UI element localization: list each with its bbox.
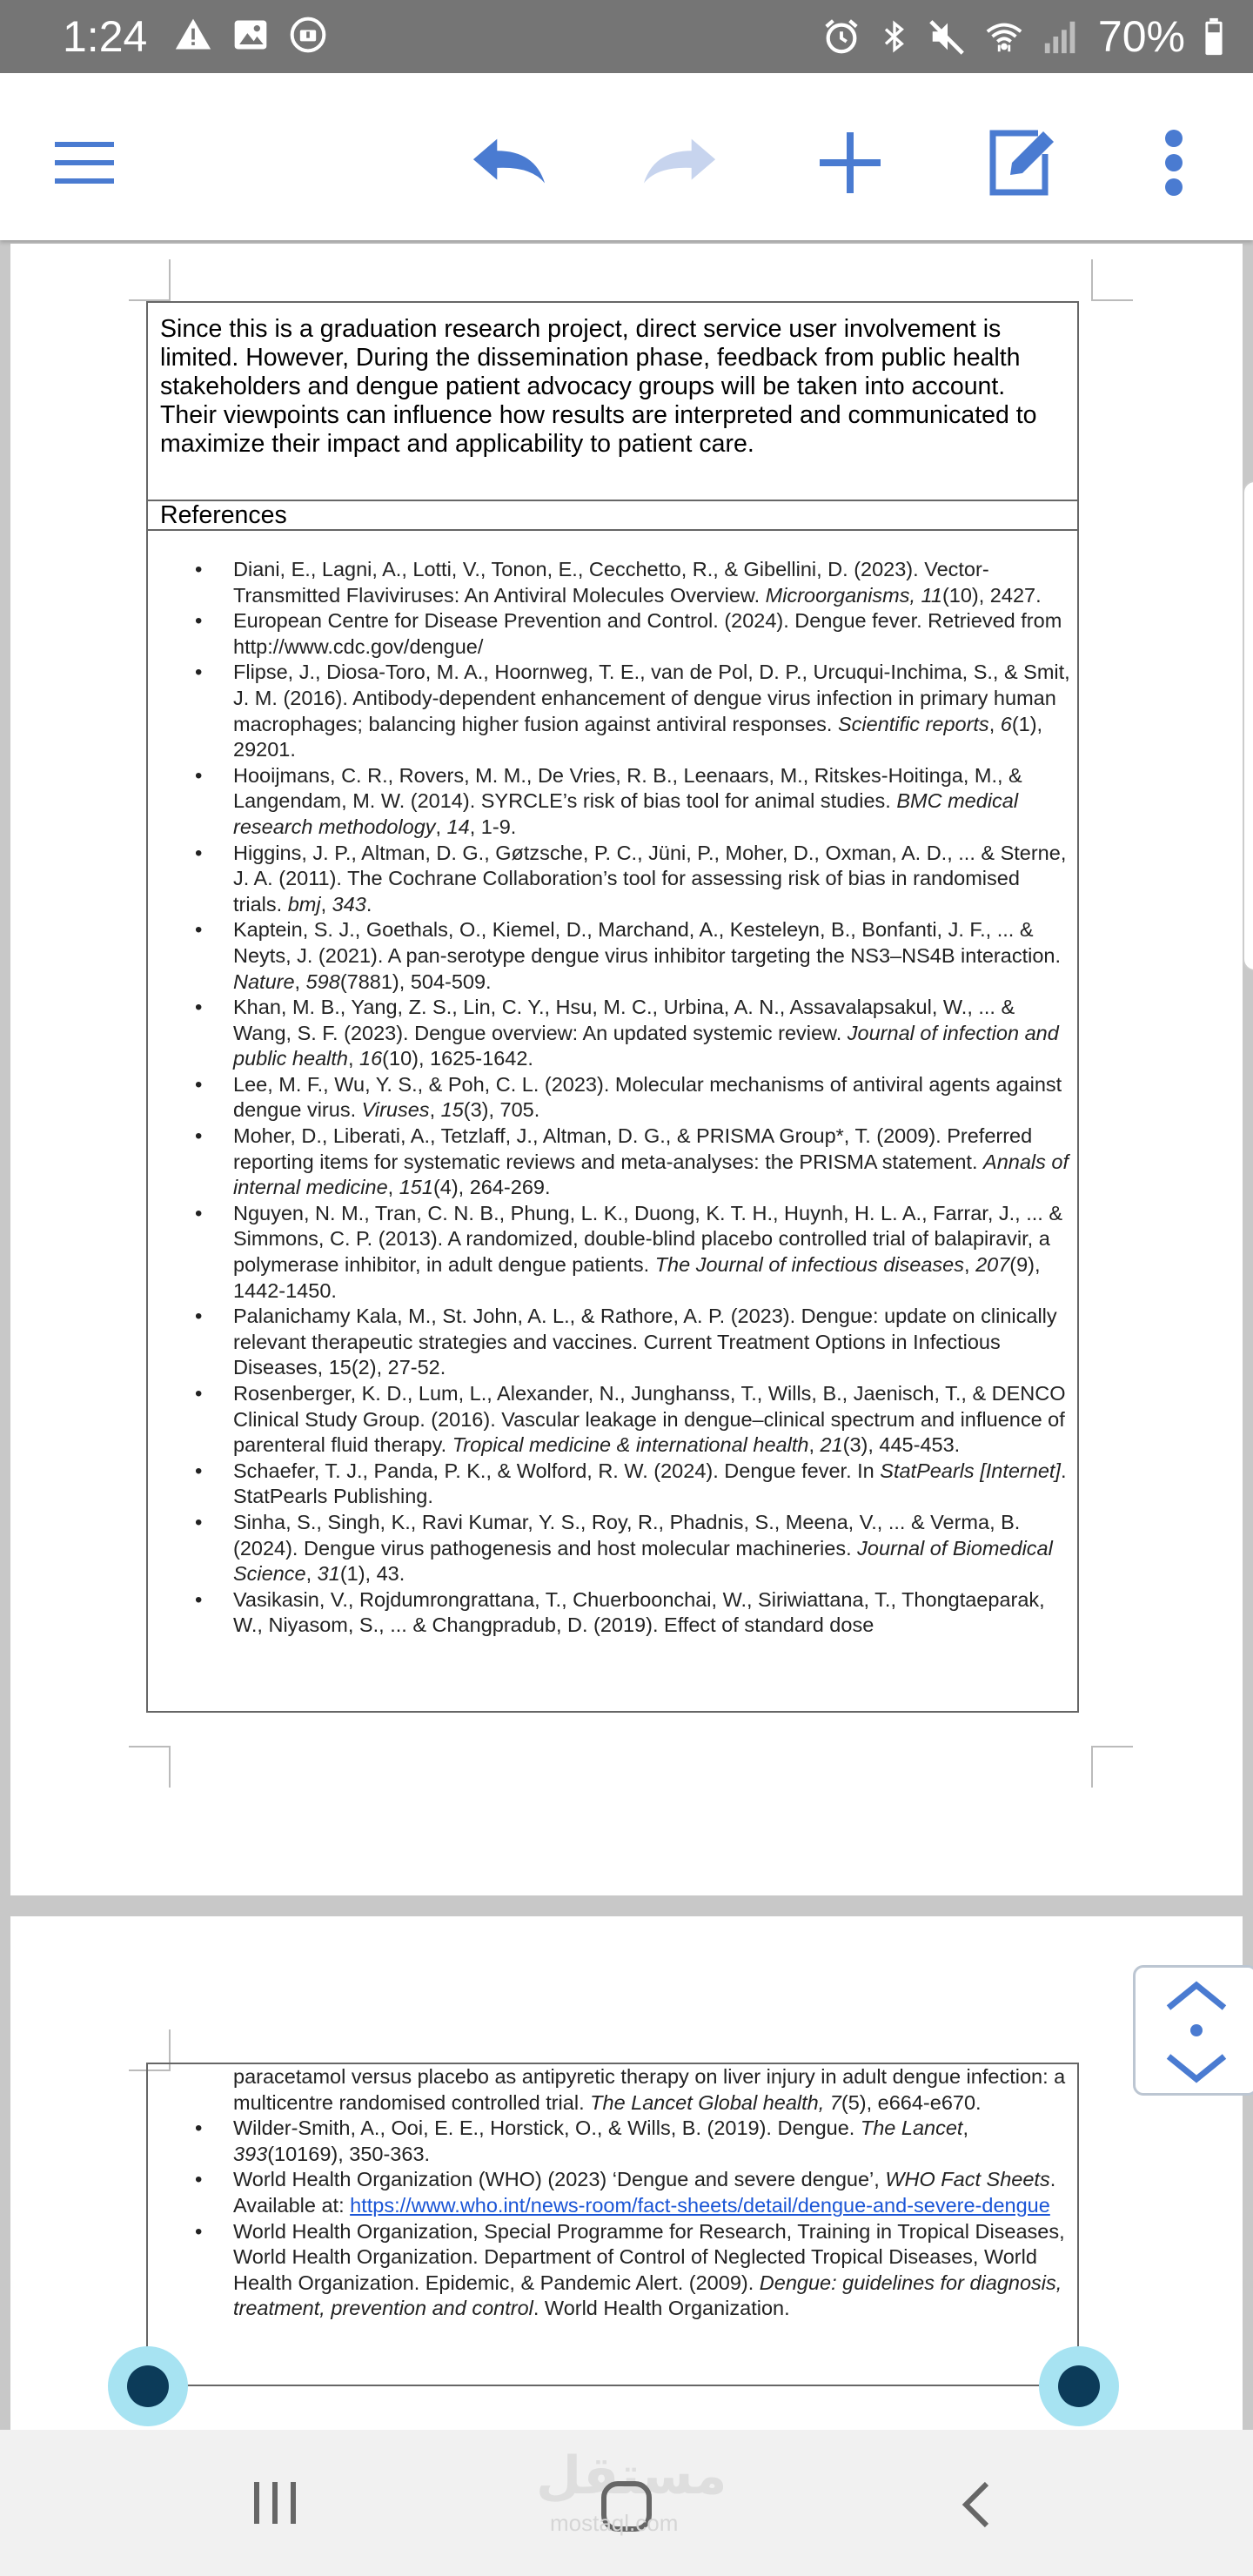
scroll-down-icon[interactable] bbox=[1163, 2051, 1230, 2086]
reference-item[interactable]: • Moher, D., Liberati, A., Tetzlaff, J., Altman, D. G., & PRISMA Group*, T. (2009). Preferred reporting items for systematic reviews and meta-analyses: the PRISMA statement. Annals of internal medicine, 151(4), 264-269. bbox=[233, 1124, 1077, 1201]
reference-item[interactable]: • European Centre for Disease Prevention and Control. (2024). Dengue fever. Retrieved from http://www.cdc.gov/dengue/ bbox=[233, 608, 1077, 660]
add-icon bbox=[820, 132, 881, 193]
reference-list bbox=[148, 531, 1077, 1639]
crop-mark bbox=[1091, 259, 1133, 301]
more-options-button[interactable] bbox=[1135, 124, 1213, 202]
menu-icon bbox=[53, 138, 116, 187]
crop-mark bbox=[129, 1746, 171, 1788]
document-toolbar bbox=[0, 73, 1253, 240]
more-icon bbox=[1163, 130, 1184, 196]
status-bar bbox=[0, 0, 1253, 73]
redo-icon bbox=[640, 135, 719, 191]
crop-mark bbox=[129, 259, 171, 301]
document-table[interactable] bbox=[146, 301, 1079, 1713]
signal-icon bbox=[1041, 17, 1082, 57]
wifi-icon bbox=[983, 17, 1025, 57]
scroll-up-icon[interactable] bbox=[1163, 1978, 1230, 2013]
involvement-paragraph[interactable]: Since this is a graduation research project, direct service user involvement is limited. However, During the dissemination phase, feedback from public health stakeholders and dengue patient advocacy groups will be taken into account. Their viewpoints can influence how results are interpreted and communicated to maximize their impact and applicability to patient care. bbox=[160, 315, 1037, 458]
page-scroll-control bbox=[1133, 1965, 1253, 2096]
reference-item[interactable]: • Diani, E., Lagni, A., Lotti, V., Tonon, E., Cecchetto, R., & Gibellini, D. (2023). Vector-Transmitted Flaviviruses: An Antiviral Molecules Overview. Microorganisms, 11(10), 2427. bbox=[233, 557, 1077, 608]
edit-icon bbox=[986, 126, 1059, 199]
mute-icon bbox=[928, 17, 968, 57]
watermark-latin: mostaql.com bbox=[550, 2510, 679, 2536]
document-page-1[interactable] bbox=[10, 244, 1243, 1895]
reference-item[interactable]: • Palanichamy Kala, M., St. John, A. L., & Rathore, A. P. (2023). Dengue: update on clinically relevant therapeutic strategies and vaccines. Current Treatment Options in Infectious Diseases, 15(2), 27-52. bbox=[233, 1304, 1077, 1381]
reference-link[interactable]: https://www.who.int/news-room/fact-sheets/detail/dengue-and-severe-dengue bbox=[350, 2193, 1050, 2217]
scroll-dot-icon bbox=[1189, 2023, 1203, 2037]
reference-item[interactable]: • Wilder-Smith, A., Ooi, E. E., Horstick, O., & Wills, B. (2019). Dengue. The Lancet, 393(10169), 350-363. bbox=[233, 2116, 1077, 2167]
battery-icon bbox=[1201, 17, 1227, 57]
menu-button[interactable] bbox=[45, 124, 124, 202]
document-table-continued[interactable] bbox=[146, 2063, 1079, 2386]
undo-button[interactable] bbox=[470, 124, 548, 202]
clock: 1:24 bbox=[63, 12, 148, 61]
alarm-icon bbox=[821, 17, 861, 57]
reference-item[interactable]: • Higgins, J. P., Altman, D. G., Gøtzsche, P. C., Jüni, P., Moher, D., Oxman, A. D., ... & Sterne, J. A. (2011). The Cochrane Collaboration’s tool for assessing risk of bias in randomised trials. bmj, 343. bbox=[233, 841, 1077, 918]
recent-apps-icon[interactable] bbox=[251, 2480, 299, 2526]
reference-item[interactable]: • World Health Organization (WHO) (2023) ‘Dengue and severe dengue’, WHO Fact Sheets. Available at: https://www.who.int/news-room/fact-sheets/detail/dengue-and-severe-dengue bbox=[233, 2167, 1077, 2218]
edit-button[interactable] bbox=[983, 124, 1062, 202]
references-heading[interactable]: References bbox=[148, 500, 1077, 531]
warning-icon bbox=[174, 16, 212, 54]
bluetooth-icon bbox=[877, 17, 912, 57]
reference-item[interactable]: • Rosenberger, K. D., Lum, L., Alexander, N., Junghanss, T., Wills, B., Jaenisch, T., & DENCO Clinical Study Group. (2016). Vascular leakage in dengue–clinical spectrum and influence of parenteral fluid therapy. Tropical medicine & international health, 21(3), 445-453. bbox=[233, 1381, 1077, 1459]
selection-handle-left[interactable] bbox=[108, 2346, 188, 2426]
reference-item[interactable]: • Flipse, J., Diosa-Toro, M. A., Hoornweg, T. E., van de Pol, D. P., Urcuqui-Inchima, S., & Smit, J. M. (2016). Antibody-dependent enhancement of dengue virus infection in primary human macrophages; balancing higher fusion against antiviral responses. Scientific reports, 6(1), 29201. bbox=[233, 660, 1077, 762]
reference-item[interactable]: • Hooijmans, C. R., Rovers, M. M., De Vries, R. B., Leenaars, M., Ritskes-Hoitinga, M., & Langendam, M. W. (2014). SYRCLE’s risk of bias tool for animal studies. BMC medical research methodology, 14, 1-9. bbox=[233, 763, 1077, 841]
back-icon[interactable] bbox=[959, 2479, 994, 2531]
reference-list-continued bbox=[148, 2064, 1077, 2322]
reference-item[interactable]: • Lee, M. F., Wu, Y. S., & Poh, C. L. (2023). Molecular mechanisms of antiviral agents against dengue virus. Viruses, 15(3), 705. bbox=[233, 1072, 1077, 1124]
reference-item[interactable]: • World Health Organization, Special Programme for Research, Training in Tropical Diseases, World Health Organization. Department of Control of Neglected Tropical Diseases, World Health Organization. Epidemic, & Pandemic Alert. (2009). Dengue: guidelines for diagnosis, treatment, prevention and control. World Health Organization. bbox=[233, 2219, 1077, 2322]
crop-mark bbox=[1091, 1746, 1133, 1788]
redo-button[interactable] bbox=[640, 124, 719, 202]
reference-item[interactable]: • Khan, M. B., Yang, Z. S., Lin, C. Y., Hsu, M. C., Urbina, A. N., Assavalapsakul, W., ... & Wang, S. F. (2023). Dengue overview: An updated systemic review. Journal of infection and public health, 16(10), 1625-1642. bbox=[233, 995, 1077, 1072]
side-panel-tab[interactable] bbox=[1243, 480, 1253, 971]
battery-percent: 70% bbox=[1097, 12, 1185, 61]
reference-item[interactable]: • Nguyen, N. M., Tran, C. N. B., Phung, L. K., Duong, K. T. H., Huynh, H. L. A., Farrar, J., ... & Simmons, C. P. (2013). A randomized, double-blind placebo controlled trial of balapiravir, a polymerase inhibitor, in adult dengue patients. The Journal of infectious diseases, 207(9), 1442-1450. bbox=[233, 1201, 1077, 1304]
reference-item[interactable]: • Kaptein, S. J., Goethals, O., Kiemel, D., Marchand, A., Kesteleyn, B., Bonfanti, J. F., ... & Neyts, J. (2021). A pan-serotype dengue virus inhibitor targeting the NS3–NS4B interaction. Nature, 598(7881), 504-509. bbox=[233, 917, 1077, 995]
reference-item[interactable]: • Schaefer, T. J., Panda, P. K., & Wolford, R. W. (2024). Dengue fever. In StatPearls [Internet]. StatPearls Publishing. bbox=[233, 1459, 1077, 1510]
reference-item[interactable]: • Sinha, S., Singh, K., Ravi Kumar, Y. S., Roy, R., Phadnis, S., Meena, V., ... & Verma, B. (2024). Dengue virus pathogenesis and host molecular machineries. Journal of Biomedical Science, 31(1), 43. bbox=[233, 1510, 1077, 1587]
undo-icon bbox=[470, 135, 548, 191]
system-navigation-bar bbox=[0, 2430, 1253, 2576]
reference-continuation[interactable]: paracetamol versus placebo as antipyretic therapy on liver injury in adult dengue infection: a multicentre randomised controlled trial. The Lancet Global health, 7(5), e664-e670. bbox=[233, 2065, 1066, 2114]
add-button[interactable] bbox=[811, 124, 889, 202]
image-icon bbox=[231, 16, 270, 54]
download-icon bbox=[289, 16, 327, 54]
reference-item[interactable]: • Vasikasin, V., Rojdumrongrattana, T., Chuerboonchai, W., Siriwiattana, T., Thongtaeparak, W., Niyasom, S., ... & Changpradub, D. (2019). Effect of standard dose bbox=[233, 1587, 1077, 1639]
watermark-arabic: مستقل bbox=[536, 2445, 727, 2506]
selection-handle-right[interactable] bbox=[1039, 2346, 1119, 2426]
